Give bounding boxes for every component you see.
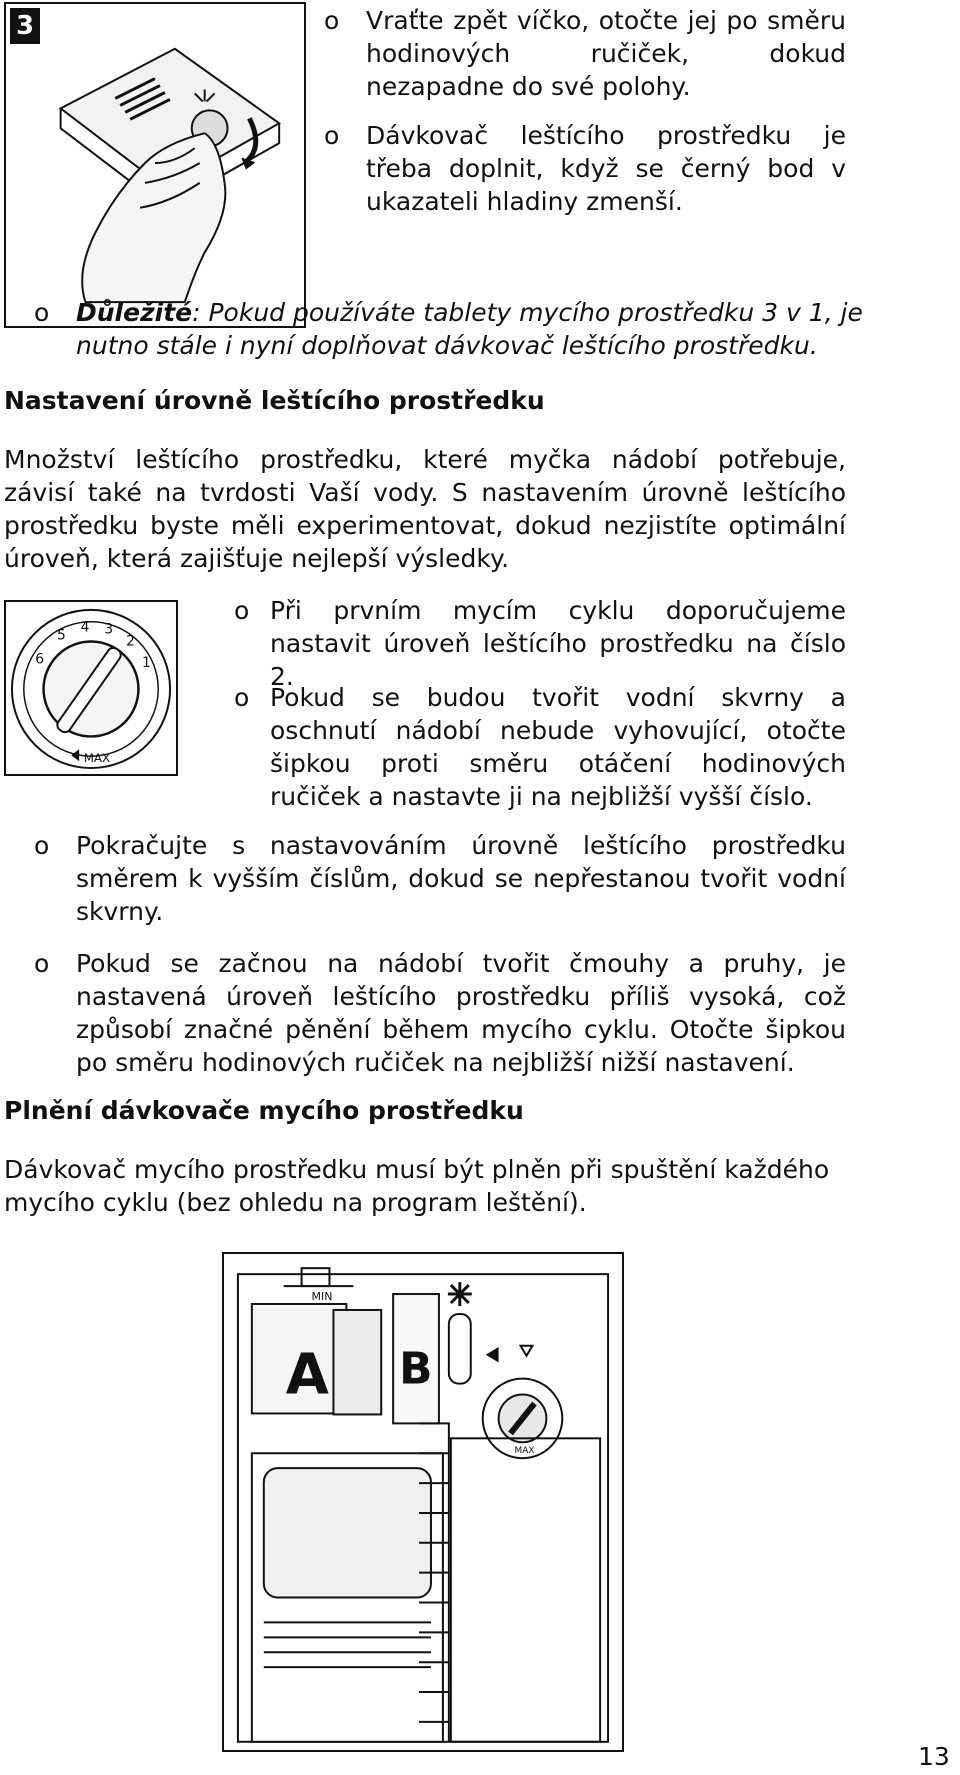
compartment-a-label: A [285, 1342, 329, 1408]
important-label: Důležité [76, 298, 193, 327]
rinse-dial-illustration [6, 602, 176, 774]
bullet-marker: o [34, 949, 50, 978]
page-number: 13 [918, 1742, 950, 1771]
bullet-text-continue-adjusting: Pokračujte s nastavováním úrovně leštícího prostředku směrem k vyšším číslům, dokud se nepřestanou tvořit vodní skvrny. [76, 831, 846, 926]
dispenser-illustration [224, 1254, 622, 1750]
section-heading-detergent: Plnění dávkovače mycího prostředku [4, 1096, 524, 1125]
bullet-marker: o [34, 298, 50, 327]
compartment-b-label: B [399, 1343, 433, 1395]
step-number-badge: 3 [10, 8, 40, 44]
dial-number-2: 2 [126, 633, 135, 650]
bullet-marker: o [34, 831, 50, 860]
figure-rinse-dial [4, 600, 178, 776]
dial-pointer-icon [71, 749, 79, 761]
bullet-marker: o [234, 683, 250, 712]
figure-detergent-dispenser [222, 1252, 624, 1752]
bullet-text-first-cycle: Při prvním mycím cyklu doporučujeme nastavit úroveň leštícího prostředku na číslo 2. [270, 596, 846, 691]
bullet-text-water-spots: Pokud se budou tvořit vodní skvrny a oschnutí nádobí nebude vyhovující, otočte šipkou proti směru otáčení hodinových ručiček a nastavte ji na nejbližší vyšší číslo. [270, 683, 846, 811]
dispenser-dial-max-label: MAX [514, 1446, 535, 1457]
bullet-text-streaks: Pokud se začnou na nádobí tvořit čmouhy a pruhy, je nastavená úroveň leštícího prostředku příliš vysoká, což způsobí značné pěnění během mycího cyklu. Otočte šipkou po směru hodinových ručiček na nejbližší nižší nastavení. [76, 949, 846, 1077]
figure-closing-lid [4, 2, 306, 328]
min-label: MIN [311, 1290, 333, 1304]
dial-max-label: MAX [83, 751, 111, 766]
bullet-marker: o [324, 6, 340, 35]
dial-number-1: 1 [141, 655, 151, 672]
bullet-text-refill-indicator: Dávkovač leštícího prostředku je třeba doplnit, když se černý bod v ukazateli hladiny zmenší. [366, 121, 846, 216]
important-text: : Pokud používáte tablety mycího prostředku 3 v 1, je nutno stále i nyní doplňovat dávkovač leštícího prostředku. [76, 298, 863, 360]
dial-number-4: 4 [80, 619, 90, 636]
hand-turning-lid-illustration [6, 4, 304, 326]
section-paragraph-rinse-level: Množství leštícího prostředku, které myčka nádobí potřebuje, závisí také na tvrdosti Vaší vody. S nastavením úrovně leštícího prostředku byste měli experimentovat, dokud nezjistíte optimální úroveň, která zajišťuje nejlepší výsledky. [4, 445, 846, 573]
dial-number-6: 6 [35, 651, 45, 668]
bullet-marker: o [234, 596, 250, 625]
dial-number-3: 3 [104, 621, 114, 638]
important-note [76, 296, 876, 362]
bullet-marker: o [324, 121, 340, 150]
dial-number-5: 5 [56, 627, 66, 644]
section-paragraph-detergent: Dávkovač mycího prostředku musí být plněn při spuštění každého mycího cyklu (bez ohledu na program leštění). [4, 1155, 830, 1217]
section-heading-rinse-level: Nastavení úrovně leštícího prostředku [4, 386, 545, 415]
bullet-text-replace-lid: Vraťte zpět víčko, otočte jej po směru hodinových ručiček, dokud nezapadne do své polohy. [366, 6, 846, 101]
